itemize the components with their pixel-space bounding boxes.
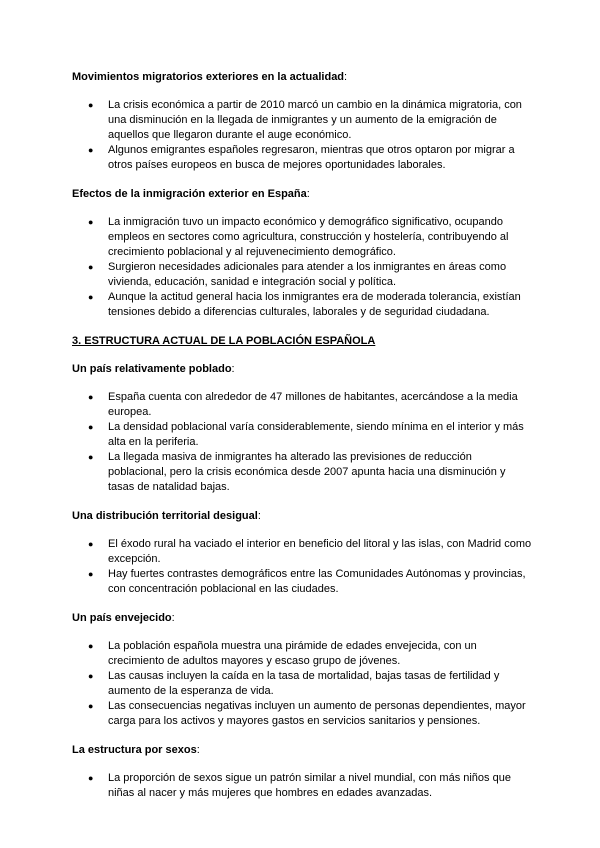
subsection-heading: La estructura por sexos: bbox=[72, 744, 200, 756]
bullet-icon: ● bbox=[88, 671, 94, 681]
section-heading: Movimientos migratorios exteriores en la actualidad: bbox=[72, 71, 348, 83]
bullet-list bbox=[72, 98, 532, 173]
list-item: ● La población española muestra una pirámide de edades envejecida, con un crecimiento de adultos mayores y escaso grupo de jóvenes. bbox=[88, 640, 477, 667]
bullet-icon: ● bbox=[88, 292, 94, 302]
list-item: ● Las causas incluyen la caída en la tasa de mortalidad, bajas tasas de fertilidad y aumento de la esperanza de vida. bbox=[88, 670, 500, 697]
list-item: ● El éxodo rural ha vaciado el interior en beneficio del litoral y las islas, con Madrid como excepción. bbox=[88, 538, 532, 565]
bullet-icon: ● bbox=[88, 773, 94, 783]
list-item: ● Surgieron necesidades adicionales para atender a los inmigrantes en áreas como vivienda, educación, sanidad e integración social y política. bbox=[88, 261, 507, 288]
bullet-icon: ● bbox=[88, 422, 94, 432]
subsection-heading: Un país relativamente poblado: bbox=[72, 363, 235, 375]
main-section-title: 3. ESTRUCTURA ACTUAL DE LA POBLACIÓN ESPAÑOLA bbox=[72, 335, 376, 347]
bullet-icon: ● bbox=[88, 452, 94, 462]
bullet-icon: ● bbox=[88, 100, 94, 110]
list-item: ● La proporción de sexos sigue un patrón similar a nivel mundial, con más niños que niñas al nacer y más mujeres que hombres en edades avanzadas. bbox=[88, 772, 511, 799]
list-item: ● La densidad poblacional varía considerablemente, siendo mínima en el interior y más alta en la periferia. bbox=[88, 421, 524, 448]
bullet-icon: ● bbox=[88, 392, 94, 402]
bullet-icon: ● bbox=[88, 641, 94, 651]
list-item: ● Hay fuertes contrastes demográficos entre las Comunidades Autónomas y provincias, con concentración poblacional en las ciudades. bbox=[88, 568, 526, 595]
bullet-list bbox=[72, 537, 532, 597]
list-item: ● España cuenta con alrededor de 47 millones de habitantes, acercándose a la media europea. bbox=[88, 391, 518, 418]
bullet-icon: ● bbox=[88, 701, 94, 711]
list-item: ● La inmigración tuvo un impacto económico y demográfico significativo, ocupando empleos en sectores como agricultura, construcción y hostelería, contribuyendo al crecimiento poblacional y al rejuvenecimiento demográfico. bbox=[88, 216, 509, 258]
bullet-icon: ● bbox=[88, 539, 94, 549]
list-item: ● La crisis económica a partir de 2010 marcó un cambio en la dinámica migratoria, con una disminución en la llegada de inmigrantes y un aumento de la emigración de aquellos que llegaron durante el auge económico. bbox=[88, 99, 522, 141]
bullet-list bbox=[72, 771, 532, 801]
bullet-icon: ● bbox=[88, 569, 94, 579]
list-item: ● La llegada masiva de inmigrantes ha alterado las previsiones de reducción poblacional, pero la crisis económica desde 2007 apunta hacia una disminución y tasas de natalidad bajas. bbox=[88, 451, 506, 493]
bullet-icon: ● bbox=[88, 262, 94, 272]
subsection-heading: Un país envejecido: bbox=[72, 612, 175, 624]
bullet-list bbox=[72, 390, 532, 495]
list-item: ● Aunque la actitud general hacia los inmigrantes era de moderada tolerancia, existían tensiones debido a diferencias culturales, laborales y de seguridad ciudadana. bbox=[88, 291, 521, 318]
section-heading: Efectos de la inmigración exterior en España: bbox=[72, 188, 310, 200]
bullet-list bbox=[72, 215, 532, 320]
list-item: ● Las consecuencias negativas incluyen un aumento de personas dependientes, mayor carga para los activos y mayores gastos en servicios sanitarios y pensiones. bbox=[88, 700, 526, 727]
bullet-list bbox=[72, 639, 532, 729]
list-item: ● Algunos emigrantes españoles regresaron, mientras que otros optaron por migrar a otros países europeos en busca de mejores oportunidades laborales. bbox=[88, 144, 515, 171]
bullet-icon: ● bbox=[88, 145, 94, 155]
subsection-heading: Una distribución territorial desigual: bbox=[72, 510, 261, 522]
document-body bbox=[72, 70, 532, 801]
bullet-icon: ● bbox=[88, 217, 94, 227]
